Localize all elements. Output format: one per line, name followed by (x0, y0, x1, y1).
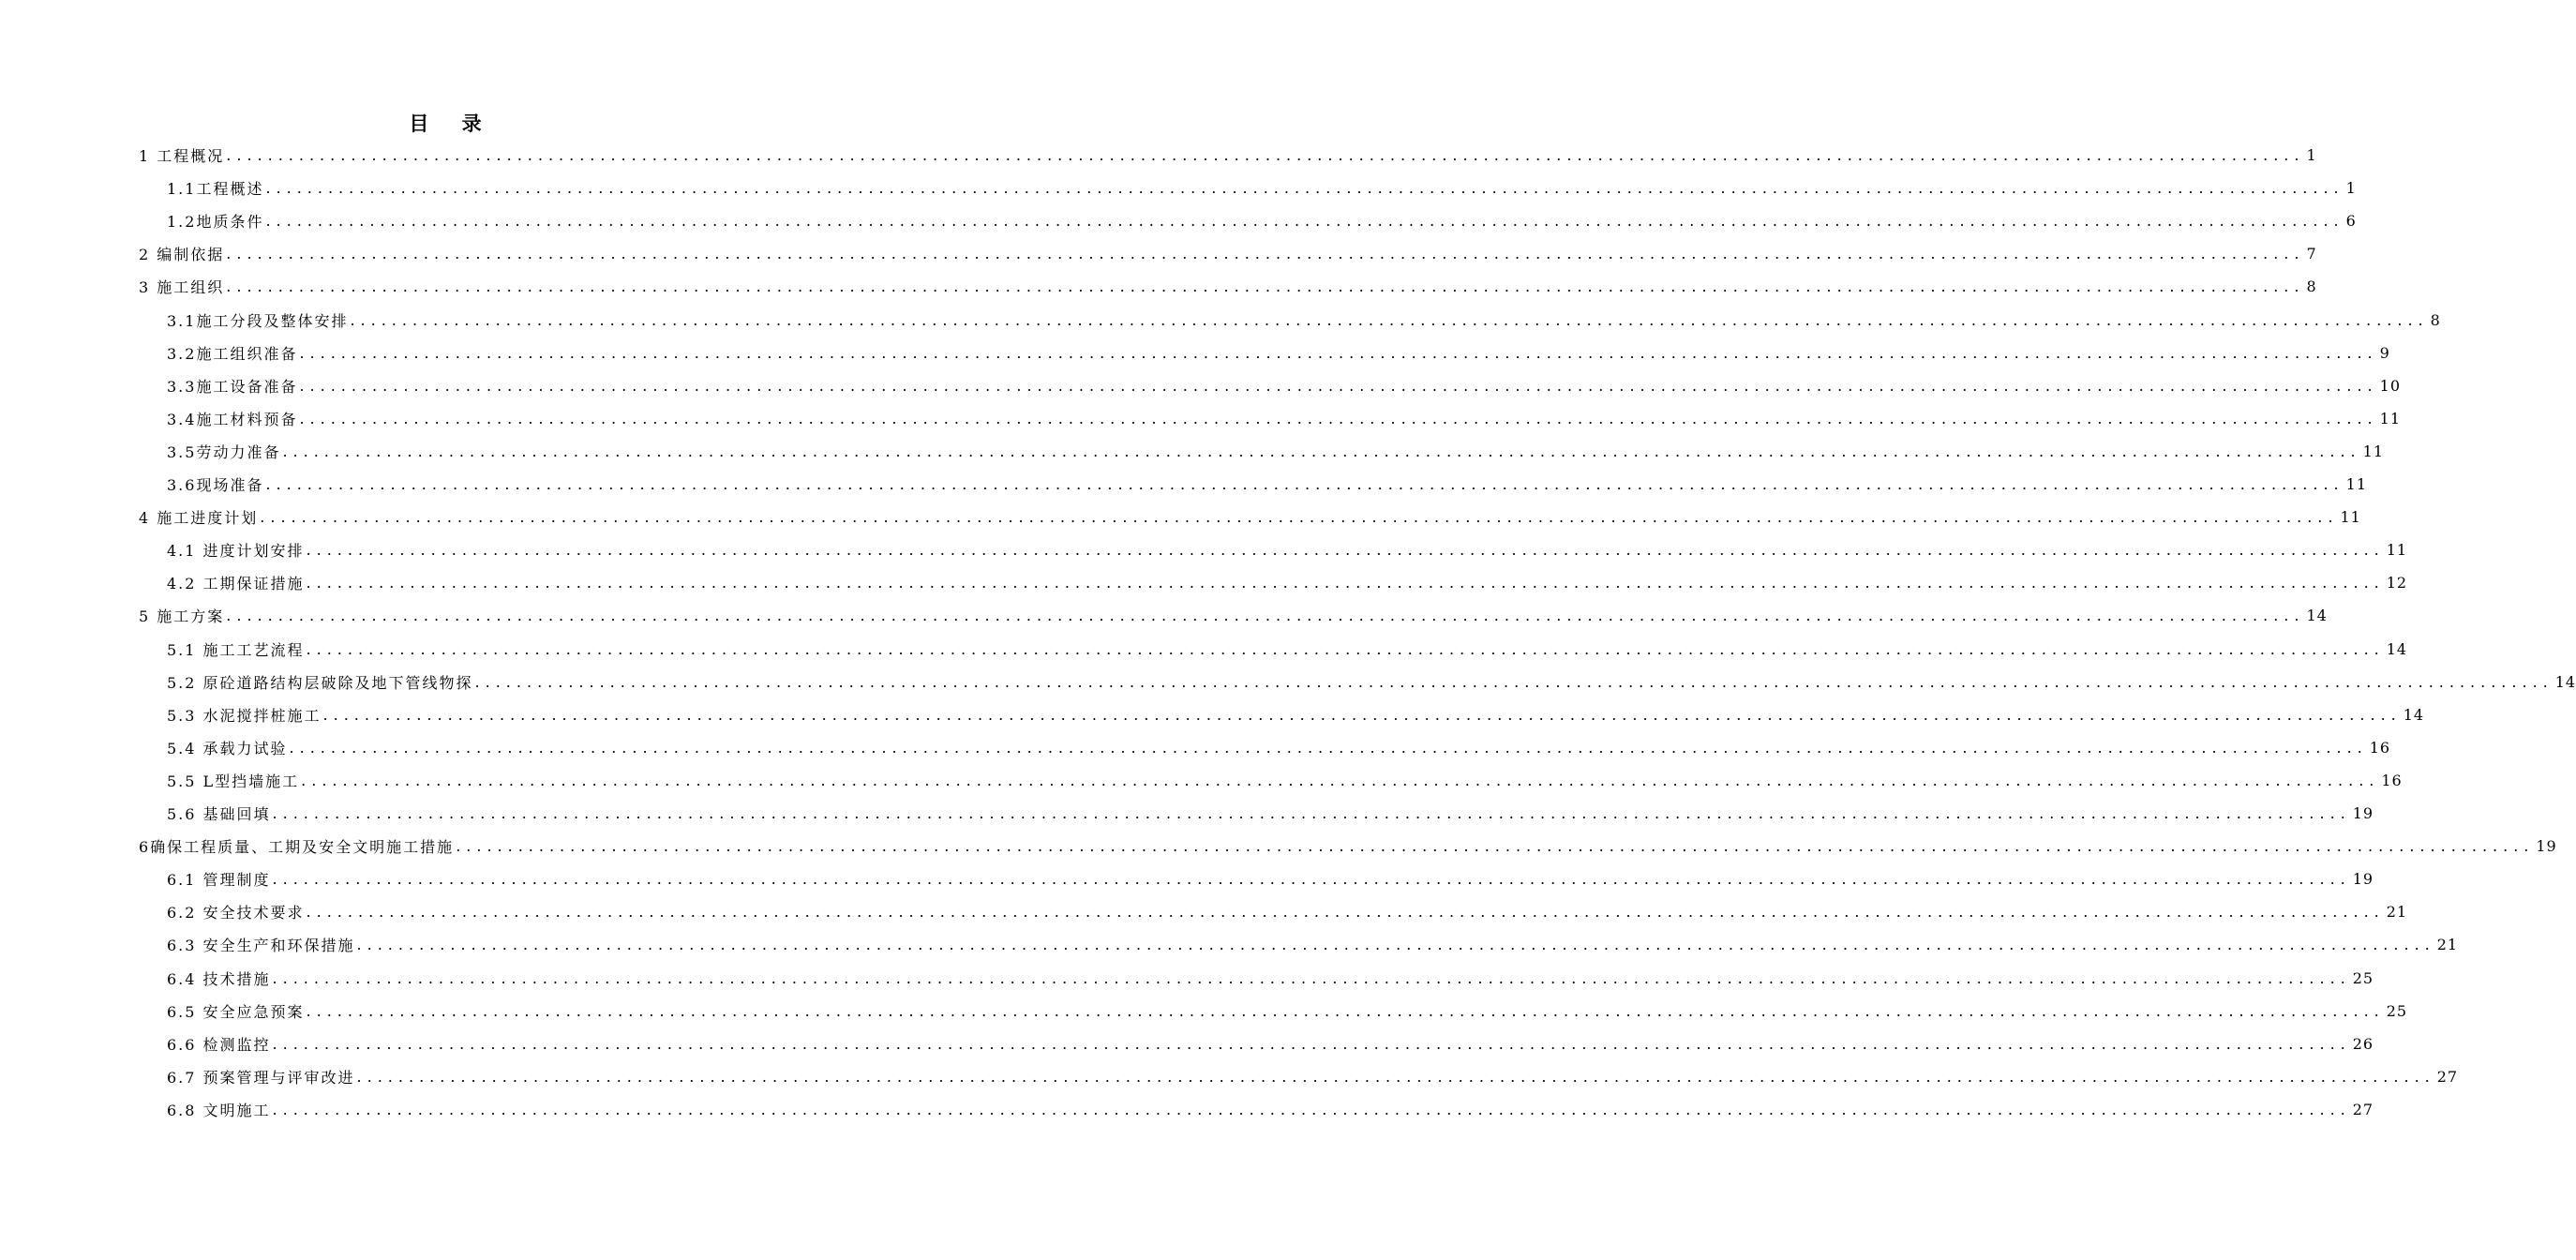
toc-entry[interactable] (167, 895, 2408, 928)
toc-entry-page-number: 1 (2345, 179, 2357, 198)
dot-leader: ........................................................................................................................................................................................................ (299, 376, 2378, 395)
toc-entry-title: 4 施工进度计划 (139, 509, 259, 528)
toc-entry-page-number: 19 (2536, 837, 2557, 856)
toc-entry-page-number: 19 (2352, 804, 2374, 822)
toc-entry-title: 5.1 施工工艺流程 (167, 640, 305, 659)
toc-entry[interactable] (139, 139, 2317, 172)
toc-entry-title: 3.1施工分段及整体安排 (167, 311, 349, 330)
toc-entry-page-number: 14 (2554, 672, 2576, 691)
toc-entry[interactable] (167, 533, 2408, 566)
toc-entry[interactable] (167, 633, 2408, 666)
toc-entry-title: 5.6 基础回填 (167, 805, 271, 823)
toc-entry-title: 2 编制依据 (139, 246, 225, 264)
toc-entry-page-number: 12 (2386, 574, 2408, 592)
dot-leader: ........................................................................................................................................................................................................ (474, 672, 2554, 691)
toc-entry[interactable] (167, 468, 2367, 501)
dot-leader: ........................................................................................................................................................................................................ (272, 1100, 2351, 1118)
dot-leader: ........................................................................................................................................................................................................ (289, 738, 2368, 757)
toc-entry-title: 6.8 文明施工 (167, 1101, 271, 1119)
toc-entry-page-number: 14 (2386, 639, 2408, 658)
dot-leader: ........................................................................................................................................................................................................ (265, 475, 2344, 493)
toc-entry-title: 3.5劳动力准备 (167, 442, 281, 461)
toc-entry-page-number: 11 (2345, 475, 2367, 493)
toc-entry-page-number: 27 (2352, 1100, 2374, 1118)
toc-entry-page-number: 14 (2403, 705, 2425, 724)
toc-entry[interactable] (167, 204, 2357, 237)
toc-entry-page-number: 11 (2386, 541, 2408, 560)
toc-entry-title: 6.7 预案管理与评审改进 (167, 1068, 355, 1087)
toc-entry[interactable] (167, 435, 2384, 468)
toc-entry-title: 6.5 安全应急预案 (167, 1002, 305, 1021)
toc-entry[interactable] (167, 1093, 2374, 1126)
toc-entry-title: 3.3施工设备准备 (167, 377, 298, 396)
dot-leader: ........................................................................................................................................................................................................ (272, 968, 2351, 987)
dot-leader: ........................................................................................................................................................................................................ (282, 442, 2361, 460)
toc-entry[interactable] (167, 1060, 2459, 1093)
toc-entry-page-number: 25 (2352, 968, 2374, 987)
toc-entry[interactable] (167, 1028, 2374, 1060)
dot-leader: ........................................................................................................................................................................................................ (306, 903, 2385, 922)
toc-entry-page-number: 8 (2430, 310, 2441, 329)
dot-leader: ........................................................................................................................................................................................................ (306, 639, 2385, 658)
toc-entry-page-number: 8 (2306, 278, 2317, 296)
dot-leader: ........................................................................................................................................................................................................ (456, 837, 2535, 856)
toc-entry-title: 3.6现场准备 (167, 476, 264, 494)
toc-entry-page-number: 27 (2436, 1067, 2459, 1086)
toc-entry[interactable] (167, 928, 2459, 961)
dot-leader: ........................................................................................................................................................................................................ (299, 409, 2378, 428)
toc-entry-page-number: 25 (2386, 1001, 2408, 1020)
toc-entry[interactable] (167, 369, 2401, 402)
toc-entry[interactable] (167, 764, 2403, 797)
toc-entry[interactable] (167, 731, 2391, 764)
toc-entry-title: 6.6 检测监控 (167, 1035, 271, 1054)
toc-entry-page-number: 7 (2306, 245, 2317, 263)
dot-leader: ........................................................................................................................................................................................................ (265, 179, 2344, 198)
toc-entry[interactable] (167, 995, 2408, 1028)
dot-leader: ........................................................................................................................................................................................................ (350, 310, 2429, 329)
toc-entry-title: 5.4 承载力试验 (167, 739, 288, 758)
dot-leader: ........................................................................................................................................................................................................ (301, 771, 2380, 789)
dot-leader: ........................................................................................................................................................................................................ (226, 146, 2305, 164)
toc-entry[interactable] (167, 666, 2576, 698)
dot-leader: ........................................................................................................................................................................................................ (299, 343, 2378, 362)
toc-entry-title: 3.2施工组织准备 (167, 344, 298, 363)
toc-entry[interactable] (167, 172, 2357, 204)
toc-entry-page-number: 21 (2436, 936, 2459, 954)
dot-leader: ........................................................................................................................................................................................................ (226, 607, 2305, 625)
dot-leader: ........................................................................................................................................................................................................ (322, 705, 2402, 724)
toc-entry-page-number: 10 (2379, 376, 2401, 395)
toc-entry-page-number: 14 (2306, 607, 2328, 625)
toc-entry[interactable] (139, 830, 2557, 862)
toc-entry-title: 6.4 技术措施 (167, 969, 271, 988)
dot-leader: ........................................................................................................................................................................................................ (272, 1034, 2351, 1053)
dot-leader: ........................................................................................................................................................................................................ (226, 245, 2305, 263)
toc-entry[interactable] (139, 237, 2317, 270)
toc-entry-title: 6.3 安全生产和环保措施 (167, 937, 355, 955)
toc-entry[interactable] (139, 270, 2317, 303)
toc-entry[interactable] (167, 862, 2374, 895)
dot-leader: ........................................................................................................................................................................................................ (356, 1067, 2435, 1086)
toc-entry-title: 5 施工方案 (139, 608, 225, 626)
toc-entry-title: 5.2 原砼道路结构层破除及地下管线物探 (167, 673, 473, 692)
dot-leader: ........................................................................................................................................................................................................ (272, 870, 2351, 889)
toc-entry-page-number: 11 (2340, 508, 2361, 527)
toc-entry-title: 5.5 L型挡墙施工 (167, 772, 300, 790)
toc-entry-page-number: 21 (2386, 903, 2408, 922)
toc-entry-page-number: 16 (2369, 738, 2391, 757)
dot-leader: ........................................................................................................................................................................................................ (272, 804, 2351, 822)
toc-entry-page-number: 9 (2379, 343, 2390, 362)
toc-entry[interactable] (167, 698, 2425, 731)
toc-entry-title: 4.2 工期保证措施 (167, 575, 305, 593)
toc-entry[interactable] (167, 566, 2408, 599)
dot-leader: ........................................................................................................................................................................................................ (306, 541, 2385, 560)
toc-entry[interactable] (167, 402, 2401, 435)
dot-leader: ........................................................................................................................................................................................................ (356, 936, 2435, 954)
dot-leader: ........................................................................................................................................................................................................ (260, 508, 2339, 527)
toc-entry-page-number: 11 (2379, 409, 2401, 428)
toc-entry-page-number: 19 (2352, 870, 2374, 889)
toc-entry-page-number: 6 (2345, 212, 2357, 231)
dot-leader: ........................................................................................................................................................................................................ (265, 212, 2344, 231)
toc-entry-title: 5.3 水泥搅拌桩施工 (167, 706, 322, 725)
toc-entry-page-number: 16 (2381, 771, 2403, 789)
toc-entry-title: 6.1 管理制度 (167, 871, 271, 890)
toc-entry-page-number: 26 (2352, 1034, 2374, 1053)
dot-leader: ........................................................................................................................................................................................................ (306, 574, 2385, 592)
toc-entry[interactable] (139, 501, 2361, 533)
page-title: 目 录 (409, 112, 495, 135)
toc-entry[interactable] (167, 304, 2441, 337)
toc-entry-title: 1 工程概况 (139, 147, 225, 165)
toc-entry-title: 4.1 进度计划安排 (167, 542, 305, 561)
toc-entry[interactable] (167, 962, 2374, 995)
toc-entry-title: 3 施工组织 (139, 278, 225, 297)
dot-leader: ........................................................................................................................................................................................................ (226, 278, 2305, 296)
toc-entry[interactable] (167, 337, 2390, 369)
toc-entry-title: 6确保工程质量、工期及安全文明施工措施 (139, 838, 455, 857)
toc-entry-title: 6.2 安全技术要求 (167, 904, 305, 922)
toc-entry[interactable] (167, 797, 2374, 830)
toc-entry-title: 1.2地质条件 (167, 213, 264, 232)
toc-entry-page-number: 1 (2306, 146, 2317, 164)
dot-leader: ........................................................................................................................................................................................................ (306, 1001, 2385, 1020)
toc-entry[interactable] (139, 599, 2328, 632)
toc-entry-page-number: 11 (2362, 442, 2384, 460)
toc-entry-title: 1.1工程概述 (167, 180, 264, 199)
toc-entry-title: 3.4施工材料预备 (167, 410, 298, 428)
